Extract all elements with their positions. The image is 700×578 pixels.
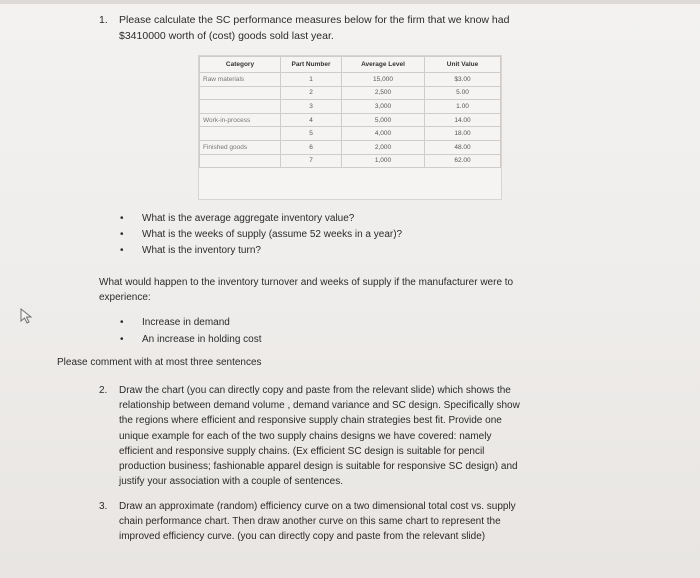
cell-average-level: 15,000 — [342, 73, 425, 87]
cell-part-number: 3 — [281, 100, 342, 114]
paragraph-line: What would happen to the inventory turnover and weeks of supply if the manufacturer were to — [99, 277, 514, 288]
cell-part-number: 1 — [281, 73, 342, 87]
cell-unit-value: 48.00 — [425, 140, 501, 154]
list-item-text: Increase in demand — [142, 317, 230, 328]
cell-part-number: 4 — [281, 113, 342, 127]
table-row — [200, 100, 501, 114]
scenario-paragraph — [99, 275, 619, 305]
list-item-text: What is the inventory turn? — [142, 245, 261, 256]
page-top-edge — [0, 0, 700, 4]
question-2-number: 2. — [99, 385, 108, 396]
question-2-line: the regions where efficient and responsive supply chain strategies best fit. Provide one — [119, 415, 502, 427]
bullet-icon: • — [120, 334, 124, 345]
cell-average-level: 3,000 — [342, 100, 425, 114]
cell-average-level: 1,000 — [342, 154, 425, 168]
cell-category: Finished goods — [200, 140, 281, 154]
cell-part-number: 6 — [281, 140, 342, 154]
cell-category: Raw materials — [200, 73, 281, 87]
table-row — [200, 140, 501, 154]
header-category: Category — [200, 57, 281, 73]
table-header-row — [200, 57, 501, 73]
question-2-line: efficient and responsive supply chains. (Ex efficient SC design is suitable for pencil — [119, 445, 485, 457]
paragraph-line: experience: — [99, 292, 151, 303]
table-row — [200, 86, 501, 100]
mouse-pointer-icon — [20, 308, 34, 324]
list-item-text: What is the average aggregate inventory value? — [142, 213, 355, 224]
table-row — [200, 154, 501, 168]
table-row — [200, 73, 501, 87]
question-2-line: unique example for each of the two supply chains designs we have covered: namely — [119, 430, 492, 442]
table-row — [200, 127, 501, 141]
cell-average-level: 5,000 — [342, 113, 425, 127]
bullet-icon: • — [120, 245, 124, 256]
cell-unit-value: 62.00 — [425, 154, 501, 168]
cell-average-level: 4,000 — [342, 127, 425, 141]
question-2-line: justify your association with a couple of sentences. — [119, 476, 344, 488]
comment-instruction: Please comment with at most three sentences — [57, 357, 262, 368]
question-3-line: improved efficiency curve. (you can directly copy and paste from the relevant slide) — [119, 531, 486, 543]
question-1-line: $3410000 worth of (cost) goods sold last year. — [119, 30, 334, 42]
question-2-line: Draw the chart (you can directly copy and paste from the relevant slide) which shows the — [119, 385, 511, 396]
header-unit-value: Unit Value — [425, 57, 501, 73]
cell-part-number: 7 — [281, 154, 342, 168]
cell-category — [200, 100, 281, 114]
question-3-line: Draw an approximate (random) efficiency curve on a two dimensional total cost vs. supply — [119, 501, 516, 512]
cell-category: Work-in-process — [200, 113, 281, 127]
cell-unit-value: 5.00 — [425, 86, 501, 100]
question-3-number: 3. — [99, 501, 108, 512]
question-1-number: 1. — [99, 14, 108, 26]
table-row — [200, 113, 501, 127]
cell-category — [200, 127, 281, 141]
list-item-text: An increase in holding cost — [142, 334, 262, 345]
question-3-line: chain performance chart. Then draw another curve on this same chart to represent the — [119, 516, 501, 528]
cell-average-level: 2,500 — [342, 86, 425, 100]
header-part-number: Part Number — [281, 57, 342, 73]
bullet-icon: • — [120, 317, 124, 328]
cell-part-number: 5 — [281, 127, 342, 141]
cell-unit-value: $3.00 — [425, 73, 501, 87]
cell-category — [200, 154, 281, 168]
inventory-table-image — [198, 55, 502, 200]
cell-average-level: 2,000 — [342, 140, 425, 154]
header-average-level: Average Level — [342, 57, 425, 73]
cell-unit-value: 14.00 — [425, 113, 501, 127]
cell-part-number: 2 — [281, 86, 342, 100]
cell-unit-value: 18.00 — [425, 127, 501, 141]
bullet-icon: • — [120, 229, 124, 240]
list-item-text: What is the weeks of supply (assume 52 weeks in a year)? — [142, 229, 403, 240]
question-1-line: Please calculate the SC performance measures below for the firm that we know had — [119, 14, 510, 26]
question-2-line: relationship between demand volume , demand variance and SC design. Specifically show — [119, 400, 520, 412]
inventory-table — [199, 56, 501, 168]
bullet-icon: • — [120, 213, 124, 224]
question-2-line: production business; fashionable apparel design is suitable for responsive SC design) and — [119, 461, 518, 473]
cell-unit-value: 1.00 — [425, 100, 501, 114]
cell-category — [200, 86, 281, 100]
